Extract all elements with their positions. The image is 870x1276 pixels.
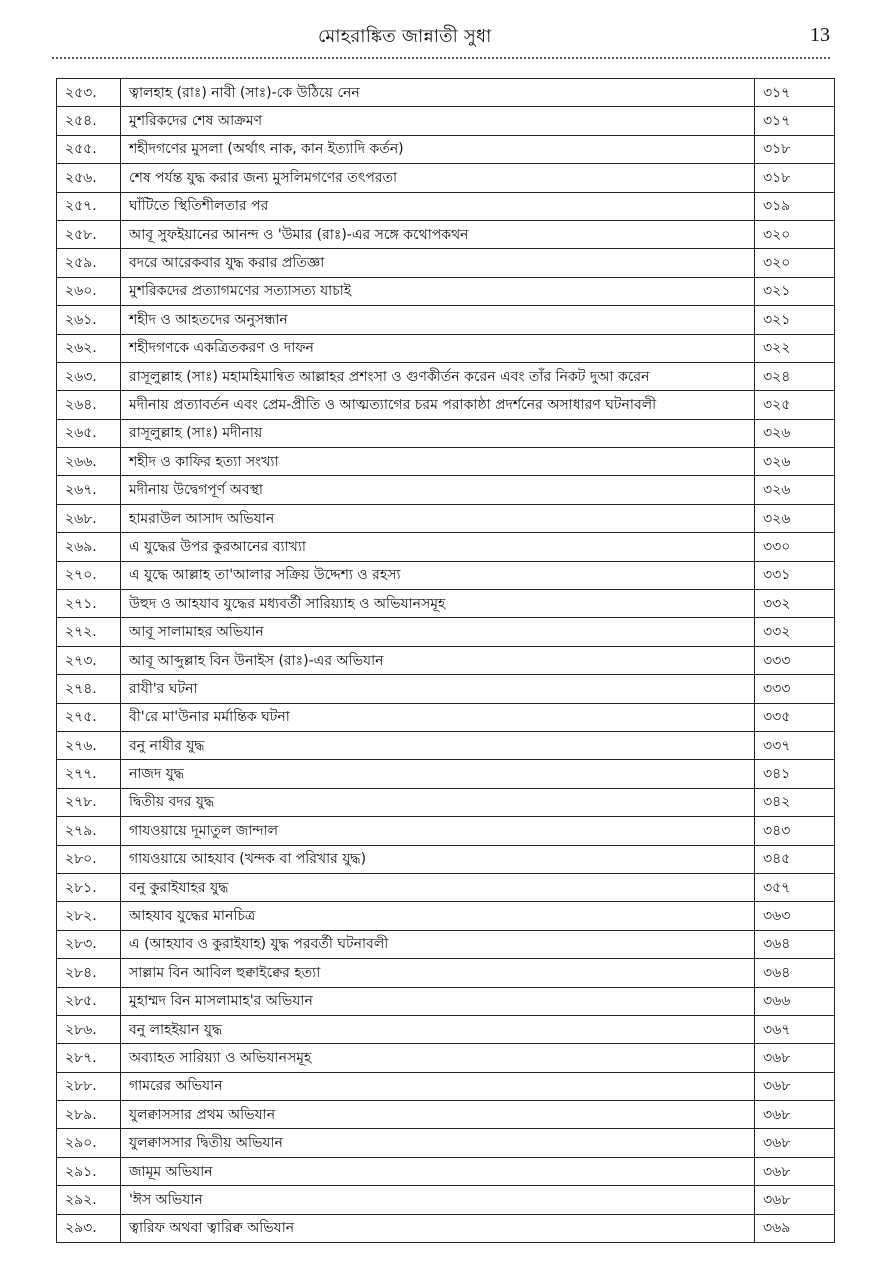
entry-title: ত্বারিফ অথবা ত্বারিক্ব অভিযান [121,1214,755,1242]
entry-page-number: ৩৬৭ [755,1015,835,1043]
table-row [57,561,835,589]
entry-page-number: ৩১৭ [755,107,835,135]
entry-title: মদীনায় প্রত্যাবর্তন এবং প্রেম-প্রীতি ও আত্মত্যাগের চরম পরাকাষ্ঠা প্রদর্শনের অসাধারণ ঘটনাবলী [121,391,755,419]
entry-title: মুহাম্মদ বিন মাসলামাহ'র অভিযান [121,987,755,1015]
table-row [57,930,835,958]
table-row [57,448,835,476]
table-row [57,959,835,987]
entry-title: 'ঈস অভিযান [121,1186,755,1214]
entry-page-number: ৩৩২ [755,590,835,618]
table-row [57,817,835,845]
entry-page-number: ৩৬৪ [755,930,835,958]
entry-number: ২৬৭. [57,476,121,504]
entry-title: উহুদ ও আহযাব যুদ্ধের মধ্যবর্তী সারিয়্যাহ ও অভিযানসমূহ [121,590,755,618]
table-row [57,845,835,873]
entry-number: ২৭১. [57,590,121,618]
entry-number: ২৬৩. [57,362,121,390]
entry-title: মুশরিকদের প্রত্যাগমণের সত্যাসত্য যাচাই [121,277,755,305]
entry-title: ত্বালহাহ (রাঃ) নাবী (সাঃ)-কে উঠিয়ে নেন [121,79,755,107]
table-row [57,192,835,220]
entry-title: সাল্লাম বিন আবিল হুক্বাইক্বের হত্যা [121,959,755,987]
entry-title: শেষ পর্যন্ত যুদ্ধ করার জন্য মুসলিমগণের তৎপরতা [121,164,755,192]
entry-page-number: ৩১৮ [755,135,835,163]
entry-number: ২৬০. [57,277,121,305]
entry-title: নাজদ যুদ্ধ [121,760,755,788]
table-row [57,79,835,107]
entry-page-number: ৩৫৭ [755,873,835,901]
entry-title: যুলক্বাসসার প্রথম অভিযান [121,1101,755,1129]
entry-page-number: ৩৬৮ [755,1129,835,1157]
entry-title: বনু লাহইয়ান যুদ্ধ [121,1015,755,1043]
entry-number: ২৮২. [57,902,121,930]
table-row [57,504,835,532]
table-row [57,873,835,901]
entry-page-number: ৩৪৫ [755,845,835,873]
table-row [57,362,835,390]
entry-title: শহীদগণের মুসলা (অর্থাৎ নাক, কান ইত্যাদি কর্তন) [121,135,755,163]
entry-number: ২৬৮. [57,504,121,532]
entry-page-number: ৩২৬ [755,504,835,532]
entry-title: শহীদ ও কাফির হত্যা সংখ্যা [121,448,755,476]
table-row [57,987,835,1015]
entry-title: আবূ সুফইয়ানের আনন্দ ও 'উমার (রাঃ)-এর সঙ্গে কথোপকথন [121,220,755,248]
table-row [57,590,835,618]
entry-number: ২৮৮. [57,1072,121,1100]
entry-title: গাযওয়ায়ে আহযাব (খন্দক বা পরিখার যুদ্ধ) [121,845,755,873]
entry-number: ২৬৫. [57,419,121,447]
entry-title: শহীদ ও আহতদের অনুসন্ধান [121,306,755,334]
entry-page-number: ৩৬৬ [755,987,835,1015]
entry-page-number: ৩২৪ [755,362,835,390]
entry-title: জামূম অভিযান [121,1157,755,1185]
entry-title: ঘাঁটিতে স্থিতিশীলতার পর [121,192,755,220]
table-row [57,788,835,816]
table-row [57,334,835,362]
entry-page-number: ৩৩৭ [755,731,835,759]
entry-title: মদীনায় উদ্বেগপূর্ণ অবস্থা [121,476,755,504]
entry-page-number: ৩৬৮ [755,1186,835,1214]
table-row [57,476,835,504]
entry-number: ২৭৮. [57,788,121,816]
entry-page-number: ৩২৬ [755,476,835,504]
entry-page-number: ৩৪১ [755,760,835,788]
entry-number: ২৭৭. [57,760,121,788]
entry-title: গাযওয়ায়ে দূমাতুল জান্দাল [121,817,755,845]
entry-number: ২৫৩. [57,79,121,107]
entry-page-number: ৩৪৩ [755,817,835,845]
table-row [57,1129,835,1157]
entry-number: ২৮৩. [57,930,121,958]
contents-table [56,78,835,1243]
entry-page-number: ৩৬৮ [755,1044,835,1072]
entry-page-number: ৩২১ [755,277,835,305]
entry-number: ২৭৩. [57,646,121,674]
entry-page-number: ৩১৭ [755,79,835,107]
entry-page-number: ৩২৬ [755,448,835,476]
table-row [57,306,835,334]
entry-number: ২৭২. [57,618,121,646]
entry-title: এ (আহযাব ও কুরাইযাহ) যুদ্ধ পরবর্তী ঘটনাবলী [121,930,755,958]
table-row [57,419,835,447]
entry-title: আবূ সালামাহর অভিযান [121,618,755,646]
table-row [57,1072,835,1100]
entry-page-number: ৩৩৩ [755,646,835,674]
entry-title: যুলক্বাসসার দ্বিতীয় অভিযান [121,1129,755,1157]
contents-table-body [57,79,835,1243]
entry-number: ২৫৬. [57,164,121,192]
page-header [0,0,870,62]
entry-number: ২৮৭. [57,1044,121,1072]
table-row [57,391,835,419]
header-dotted-rule [52,57,830,59]
table-row [57,646,835,674]
entry-page-number: ৩৬৩ [755,902,835,930]
entry-title: শহীদগণকে একত্রিতকরণ ও দাফন [121,334,755,362]
entry-page-number: ৩৩২ [755,618,835,646]
entry-number: ২৯৩. [57,1214,121,1242]
table-row [57,533,835,561]
table-row [57,703,835,731]
table-row [57,135,835,163]
entry-title: বনু নাযীর যুদ্ধ [121,731,755,759]
entry-number: ২৯১. [57,1157,121,1185]
table-row [57,902,835,930]
entry-number: ২৮১. [57,873,121,901]
entry-title: অব্যাহত সারিয়্যা ও অভিযানসমূহ [121,1044,755,1072]
entry-number: ২৬৬. [57,448,121,476]
entry-page-number: ৩১৮ [755,164,835,192]
entry-page-number: ৩২৫ [755,391,835,419]
table-row [57,1015,835,1043]
entry-number: ২৯০. [57,1129,121,1157]
page-number: 13 [810,24,830,46]
entry-title: বী'রে মা'উনার মর্মান্তিক ঘটনা [121,703,755,731]
entry-number: ২৬১. [57,306,121,334]
entry-number: ২৭৪. [57,675,121,703]
table-row [57,1044,835,1072]
entry-page-number: ৩১৯ [755,192,835,220]
entry-title: গামরের অভিযান [121,1072,755,1100]
entry-number: ২৫৮. [57,220,121,248]
entry-page-number: ৩২০ [755,220,835,248]
table-row [57,731,835,759]
entry-number: ২৬৯. [57,533,121,561]
table-row [57,1101,835,1129]
entry-number: ২৫৪. [57,107,121,135]
entry-number: ২৮৬. [57,1015,121,1043]
entry-number: ২৫৫. [57,135,121,163]
entry-page-number: ৩৩৩ [755,675,835,703]
entry-page-number: ৩২২ [755,334,835,362]
entry-number: ২৮৯. [57,1101,121,1129]
entry-number: ২৭০. [57,561,121,589]
entry-title: আবূ আব্দুল্লাহ বিন উনাইস (রাঃ)-এর অভিযান [121,646,755,674]
entry-number: ২৭৬. [57,731,121,759]
entry-page-number: ৩৬৮ [755,1072,835,1100]
entry-page-number: ৩৪২ [755,788,835,816]
entry-page-number: ৩৩০ [755,533,835,561]
table-row [57,760,835,788]
table-row [57,1186,835,1214]
entry-number: ২৭৫. [57,703,121,731]
entry-page-number: ৩২০ [755,249,835,277]
entry-number: ২৭৯. [57,817,121,845]
entry-title: রাসূলুল্লাহ (সাঃ) মহামহিমান্বিত আল্লাহর প্রশংসা ও গুণকীর্তন করেন এবং তাঁর নিকট দুআ করেন [121,362,755,390]
entry-title: মুশরিকদের শেষ আক্রমণ [121,107,755,135]
entry-page-number: ৩৬৪ [755,959,835,987]
entry-page-number: ৩৬৮ [755,1157,835,1185]
entry-number: ২৮০. [57,845,121,873]
entry-page-number: ৩২১ [755,306,835,334]
entry-number: ২৫৭. [57,192,121,220]
table-row [57,249,835,277]
entry-page-number: ৩৬৯ [755,1214,835,1242]
entry-page-number: ৩৬৮ [755,1101,835,1129]
table-row [57,164,835,192]
entry-number: ২৯২. [57,1186,121,1214]
entry-title: রাযী'র ঘটনা [121,675,755,703]
entry-title: দ্বিতীয় বদর যুদ্ধ [121,788,755,816]
entry-title: আহযাব যুদ্ধের মানচিত্র [121,902,755,930]
entry-title: রাসূলুল্লাহ (সাঃ) মদীনায় [121,419,755,447]
table-row [57,1157,835,1185]
page-title: মোহরাঙ্কিত জান্নাতী সুধা [318,26,492,47]
table-row [57,1214,835,1242]
table-row [57,107,835,135]
entry-title: হামরাউল আসাদ অভিযান [121,504,755,532]
entry-number: ২৮৫. [57,987,121,1015]
table-row [57,675,835,703]
entry-page-number: ৩৩১ [755,561,835,589]
entry-title: এ যুদ্ধে আল্লাহ তা'আলার সক্রিয় উদ্দেশ্য ও রহস্য [121,561,755,589]
table-row [57,220,835,248]
table-row [57,618,835,646]
entry-page-number: ৩৩৫ [755,703,835,731]
entry-page-number: ৩২৬ [755,419,835,447]
entry-title: এ যুদ্ধের উপর কুরআনের ব্যাখ্যা [121,533,755,561]
entry-number: ২৫৯. [57,249,121,277]
entry-title: বদরে আরেকবার যুদ্ধ করার প্রতিজ্ঞা [121,249,755,277]
entry-number: ২৮৪. [57,959,121,987]
entry-number: ২৬৪. [57,391,121,419]
entry-number: ২৬২. [57,334,121,362]
table-row [57,277,835,305]
entry-title: বনু কুরাইযাহর যুদ্ধ [121,873,755,901]
